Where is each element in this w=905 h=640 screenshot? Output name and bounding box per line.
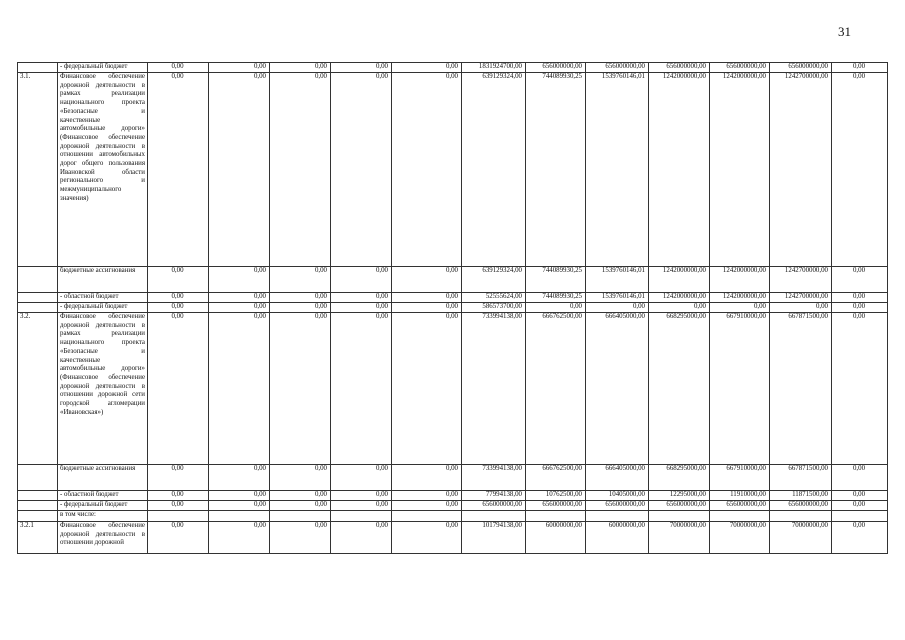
cell-value: 52555624,00 — [462, 293, 526, 303]
budget-table — [17, 62, 888, 554]
cell-value: 0,00 — [270, 73, 331, 267]
row-code: 3.2.1 — [18, 522, 58, 554]
row-label: в том числе: — [58, 511, 148, 522]
cell-value: 1242000000,00 — [649, 293, 710, 303]
cell-value: 0,00 — [832, 313, 888, 465]
cell-value: 0,00 — [392, 267, 462, 293]
cell-value — [770, 511, 832, 522]
cell-value: 0,00 — [331, 293, 392, 303]
cell-value: 0,00 — [270, 63, 331, 73]
cell-value: 10762500,00 — [526, 491, 586, 501]
row-code — [18, 293, 58, 303]
table-row — [18, 522, 888, 554]
cell-value: 0,00 — [148, 465, 209, 491]
cell-value: 0,00 — [832, 491, 888, 501]
cell-value: 0,00 — [148, 63, 209, 73]
cell-value: 586573700,00 — [462, 303, 526, 313]
cell-value: 1242700000,00 — [770, 267, 832, 293]
cell-value: 0,00 — [148, 313, 209, 465]
cell-value: 0,00 — [270, 465, 331, 491]
cell-value: 10405000,00 — [586, 491, 649, 501]
cell-value: 656000000,00 — [526, 501, 586, 511]
cell-value: 0,00 — [270, 313, 331, 465]
cell-value: 667871500,00 — [770, 465, 832, 491]
cell-value: 656000000,00 — [710, 63, 770, 73]
cell-value: 667871500,00 — [770, 313, 832, 465]
cell-value: 656000000,00 — [526, 63, 586, 73]
row-label: бюджетные ассигнования — [58, 267, 148, 293]
cell-value: 0,00 — [148, 501, 209, 511]
cell-value: 0,00 — [770, 303, 832, 313]
cell-value: 0,00 — [331, 501, 392, 511]
page-number: 31 — [838, 24, 851, 39]
cell-value: 60000000,00 — [586, 522, 649, 554]
cell-value: 0,00 — [148, 293, 209, 303]
row-label: бюджетные ассигнования — [58, 465, 148, 491]
cell-value — [209, 511, 270, 522]
cell-value: 668295000,00 — [649, 313, 710, 465]
table-row — [18, 267, 888, 293]
cell-value: 1831924700,00 — [462, 63, 526, 73]
table-row — [18, 293, 888, 303]
cell-value: 0,00 — [209, 501, 270, 511]
row-code: 3.2. — [18, 313, 58, 465]
row-label: Финансовое обеспечение дорожной деятельности в рамках реализации национального проекта «Безопасные и качественные автомобильные дороги» (Финансовое обеспечение дорожной деятельности в отношении дорожной сети городской агломерации «Ивановская») — [58, 313, 148, 465]
cell-value: 0,00 — [710, 303, 770, 313]
cell-value: 733994138,00 — [462, 465, 526, 491]
cell-value: 0,00 — [209, 313, 270, 465]
cell-value: 0,00 — [209, 73, 270, 267]
cell-value: 0,00 — [148, 267, 209, 293]
cell-value: 0,00 — [832, 303, 888, 313]
cell-value: 0,00 — [832, 465, 888, 491]
cell-value — [710, 511, 770, 522]
cell-value: 0,00 — [392, 491, 462, 501]
cell-value: 744089930,25 — [526, 267, 586, 293]
table-row — [18, 491, 888, 501]
cell-value: 1242700000,00 — [770, 293, 832, 303]
cell-value: 656000000,00 — [649, 63, 710, 73]
cell-value: 667910000,00 — [710, 313, 770, 465]
cell-value: 0,00 — [331, 313, 392, 465]
cell-value: 0,00 — [392, 522, 462, 554]
cell-value: 1242000000,00 — [649, 73, 710, 267]
cell-value: 11871500,00 — [770, 491, 832, 501]
row-code — [18, 465, 58, 491]
cell-value: 0,00 — [148, 522, 209, 554]
cell-value: 0,00 — [209, 491, 270, 501]
cell-value: 1242000000,00 — [649, 267, 710, 293]
cell-value: 0,00 — [270, 491, 331, 501]
cell-value: 0,00 — [270, 501, 331, 511]
table-row — [18, 73, 888, 267]
cell-value: 656000000,00 — [770, 63, 832, 73]
row-code — [18, 501, 58, 511]
cell-value: 656000000,00 — [586, 501, 649, 511]
cell-value: 0,00 — [832, 63, 888, 73]
row-code — [18, 267, 58, 293]
cell-value: 1539760146,01 — [586, 293, 649, 303]
cell-value: 1242000000,00 — [710, 293, 770, 303]
row-label: Финансовое обеспечение дорожной деятельности в отношении дорожной — [58, 522, 148, 554]
cell-value — [586, 511, 649, 522]
cell-value: 0,00 — [526, 303, 586, 313]
cell-value: 656000000,00 — [586, 63, 649, 73]
table-row — [18, 501, 888, 511]
cell-value: 0,00 — [392, 465, 462, 491]
cell-value: 11910000,00 — [710, 491, 770, 501]
cell-value: 0,00 — [331, 73, 392, 267]
cell-value: 656000000,00 — [710, 501, 770, 511]
cell-value: 0,00 — [209, 293, 270, 303]
cell-value: 1242000000,00 — [710, 73, 770, 267]
cell-value: 666405000,00 — [586, 313, 649, 465]
table-row — [18, 465, 888, 491]
cell-value: 70000000,00 — [710, 522, 770, 554]
cell-value: 1242700000,00 — [770, 73, 832, 267]
row-code: 3.1. — [18, 73, 58, 267]
cell-value: 101794138,00 — [462, 522, 526, 554]
cell-value: 0,00 — [270, 522, 331, 554]
row-code — [18, 63, 58, 73]
cell-value: 0,00 — [649, 303, 710, 313]
cell-value: 0,00 — [331, 465, 392, 491]
cell-value: 0,00 — [209, 267, 270, 293]
cell-value: 0,00 — [832, 267, 888, 293]
cell-value: 0,00 — [270, 303, 331, 313]
cell-value: 0,00 — [832, 293, 888, 303]
cell-value: 0,00 — [209, 465, 270, 491]
row-label: Финансовое обеспечение дорожной деятельности в рамках реализации национального проекта «Безопасные и качественные автомобильные дороги» (Финансовое обеспечение дорожной деятельности в отношении автомобильных дорог общего пользования Ивановской области регионального и межмуниципального значения) — [58, 73, 148, 267]
cell-value: 0,00 — [270, 267, 331, 293]
cell-value: 0,00 — [331, 63, 392, 73]
cell-value: 656000000,00 — [462, 501, 526, 511]
cell-value: 70000000,00 — [770, 522, 832, 554]
cell-value: 60000000,00 — [526, 522, 586, 554]
cell-value: 0,00 — [148, 303, 209, 313]
cell-value: 0,00 — [148, 491, 209, 501]
row-label: - областной бюджет — [58, 293, 148, 303]
cell-value: 0,00 — [392, 303, 462, 313]
cell-value: 0,00 — [832, 73, 888, 267]
cell-value: 1539760146,01 — [586, 267, 649, 293]
cell-value — [462, 511, 526, 522]
cell-value: 0,00 — [148, 73, 209, 267]
cell-value: 639129324,00 — [462, 73, 526, 267]
cell-value: 0,00 — [331, 267, 392, 293]
cell-value: 744089930,25 — [526, 293, 586, 303]
cell-value — [270, 511, 331, 522]
cell-value: 0,00 — [832, 522, 888, 554]
cell-value: 77994138,00 — [462, 491, 526, 501]
table-row — [18, 63, 888, 73]
cell-value: 666405000,00 — [586, 465, 649, 491]
cell-value: 667910000,00 — [710, 465, 770, 491]
table-row — [18, 303, 888, 313]
cell-value: 0,00 — [392, 293, 462, 303]
row-code — [18, 511, 58, 522]
cell-value: 0,00 — [331, 491, 392, 501]
cell-value: 656000000,00 — [770, 501, 832, 511]
table-row — [18, 313, 888, 465]
table-row — [18, 511, 888, 522]
cell-value: 1242000000,00 — [710, 267, 770, 293]
cell-value: 0,00 — [832, 501, 888, 511]
cell-value: 0,00 — [331, 522, 392, 554]
cell-value — [526, 511, 586, 522]
row-code — [18, 303, 58, 313]
row-label: - федеральный бюджет — [58, 303, 148, 313]
cell-value: 656000000,00 — [649, 501, 710, 511]
cell-value: 0,00 — [331, 303, 392, 313]
cell-value: 0,00 — [270, 293, 331, 303]
row-label: - федеральный бюджет — [58, 63, 148, 73]
cell-value: 0,00 — [209, 303, 270, 313]
cell-value: 0,00 — [209, 522, 270, 554]
cell-value: 0,00 — [209, 63, 270, 73]
cell-value — [148, 511, 209, 522]
cell-value: 668295000,00 — [649, 465, 710, 491]
cell-value: 733994138,00 — [462, 313, 526, 465]
cell-value: 0,00 — [392, 73, 462, 267]
row-label: - федеральный бюджет — [58, 501, 148, 511]
cell-value: 0,00 — [392, 313, 462, 465]
row-code — [18, 491, 58, 501]
cell-value: 12295000,00 — [649, 491, 710, 501]
cell-value: 1539760146,01 — [586, 73, 649, 267]
cell-value — [832, 511, 888, 522]
cell-value: 0,00 — [586, 303, 649, 313]
cell-value — [649, 511, 710, 522]
cell-value: 666762500,00 — [526, 313, 586, 465]
cell-value: 639129324,00 — [462, 267, 526, 293]
cell-value — [331, 511, 392, 522]
cell-value: 70000000,00 — [649, 522, 710, 554]
cell-value — [392, 511, 462, 522]
cell-value: 744089930,25 — [526, 73, 586, 267]
row-label: - областной бюджет — [58, 491, 148, 501]
cell-value: 666762500,00 — [526, 465, 586, 491]
cell-value: 0,00 — [392, 63, 462, 73]
cell-value: 0,00 — [392, 501, 462, 511]
